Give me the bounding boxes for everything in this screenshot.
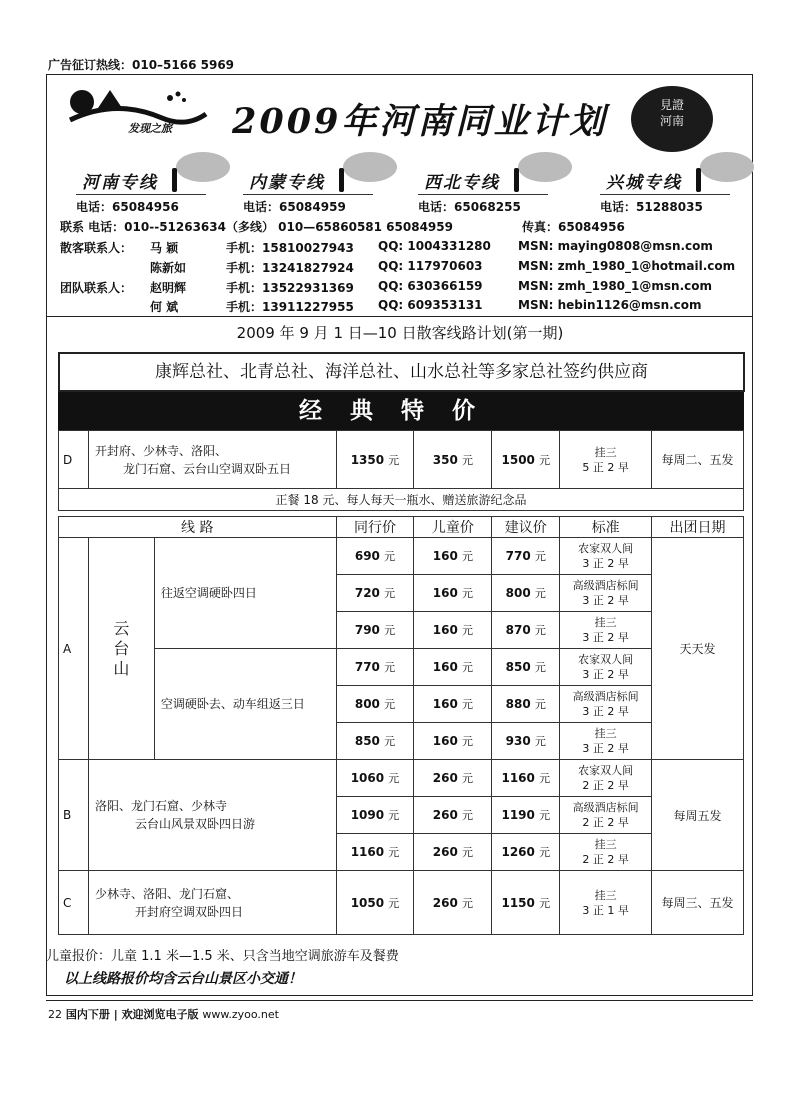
standard-cell <box>560 431 652 489</box>
divider <box>600 194 730 195</box>
line-tab-xibei <box>418 162 588 214</box>
standard-meals: 3 正 2 早 <box>582 557 629 570</box>
price-value: 1500 <box>501 452 535 467</box>
price-value: 160 <box>432 549 458 563</box>
contact-qq: QQ: 630366159 <box>378 279 483 293</box>
line-name: 西北专线 <box>424 173 500 193</box>
price-unit: 元 <box>462 587 473 600</box>
table-row <box>59 649 744 686</box>
price-unit: 元 <box>539 846 551 859</box>
route-code: D <box>59 431 89 489</box>
header-child: 儿童价 <box>414 517 492 538</box>
price-unit: 元 <box>462 772 473 785</box>
cloud-icon <box>518 152 572 182</box>
contact-qq: QQ: 117970603 <box>378 259 483 273</box>
price-value: 1060 <box>350 771 385 785</box>
line-tel: 电话：65068255 <box>418 200 521 214</box>
price-unit: 元 <box>462 453 474 467</box>
peer-price <box>336 760 414 797</box>
standard-cell <box>560 834 652 871</box>
price-value: 1090 <box>350 808 385 822</box>
price-value: 770 <box>505 549 531 563</box>
price-value: 260 <box>432 845 458 859</box>
line-tel: 电话：65084956 <box>76 200 179 214</box>
price-value: 690 <box>354 549 380 563</box>
departure-dates: 每周三、五发 <box>652 871 744 935</box>
standard-type: 农家双人间 <box>578 653 634 666</box>
standard-meals: 3 正 2 早 <box>582 631 629 644</box>
retail-price <box>492 538 560 575</box>
price-unit: 元 <box>534 624 546 637</box>
peer-price <box>336 431 414 489</box>
contact-role: 团队联系人： <box>60 281 133 295</box>
footer-separator: | <box>113 1008 118 1021</box>
table-row <box>59 431 744 489</box>
contact-mobile: 手机：13522931369 <box>226 281 354 295</box>
price-unit: 元 <box>384 550 396 563</box>
standard-type: 高级酒店标间 <box>572 801 639 814</box>
table-header-row <box>59 517 744 538</box>
divider <box>76 194 206 195</box>
divider <box>46 316 753 317</box>
header-route: 线 路 <box>59 517 337 538</box>
footer-slogan: 欢迎浏览电子版 <box>121 1008 199 1021</box>
special-note: 正餐 18 元、每人每天一瓶水、赠送旅游纪念品 <box>59 489 744 511</box>
departure-dates: 每周五发 <box>652 760 744 871</box>
child-price <box>414 649 492 686</box>
plan-subtitle: 2009 年 9 月 1 日—10 日散客线路计划(第一期) <box>236 324 564 342</box>
contact-phone: 联系 电话：010--51263634（多线） 010—65860581 65084959 <box>60 220 453 234</box>
peer-price <box>336 797 414 834</box>
line-name: 内蒙专线 <box>249 173 325 193</box>
price-value: 160 <box>432 697 458 711</box>
price-value: 720 <box>354 586 380 600</box>
retail-price <box>492 723 560 760</box>
child-price <box>414 686 492 723</box>
peer-price <box>336 723 414 760</box>
standard-meals: 3 正 2 早 <box>582 705 629 718</box>
table-row <box>59 760 744 797</box>
traveler-icon <box>172 168 177 192</box>
price-value: 260 <box>432 808 458 822</box>
supplier-banner <box>58 352 745 392</box>
price-unit: 元 <box>534 587 546 600</box>
price-value: 160 <box>432 660 458 674</box>
peer-price <box>336 538 414 575</box>
peer-price <box>336 575 414 612</box>
cloud-icon <box>343 152 397 182</box>
child-price <box>414 760 492 797</box>
child-price <box>414 538 492 575</box>
standard-type: 高级酒店标间 <box>572 579 639 592</box>
price-unit: 元 <box>462 550 473 563</box>
price-value: 790 <box>354 623 380 637</box>
route-code: B <box>59 760 89 871</box>
route-line-1: 少林寺、洛阳、龙门石窟、 <box>94 886 239 901</box>
price-unit: 元 <box>384 624 396 637</box>
special-table <box>58 430 744 511</box>
child-price <box>414 431 492 489</box>
line-tel: 电话：51288035 <box>600 200 703 214</box>
footer-url: www.zyoo.net <box>202 1008 279 1021</box>
price-unit: 元 <box>462 661 473 674</box>
price-value: 850 <box>354 734 380 748</box>
seal-line-2: 河南 <box>659 114 684 128</box>
standard-type: 农家双人间 <box>578 542 634 555</box>
price-value: 850 <box>505 660 531 674</box>
contact-role: 散客联系人： <box>60 241 133 255</box>
header-retail: 建议价 <box>492 517 560 538</box>
standard-cell <box>560 649 652 686</box>
price-value: 870 <box>505 623 531 637</box>
standard-meals: 3 正 1 早 <box>582 903 629 917</box>
route-table <box>58 516 744 935</box>
price-unit: 元 <box>388 896 400 910</box>
contact-name: 何 斌 <box>150 300 179 314</box>
price-value: 160 <box>432 623 458 637</box>
price-unit: 元 <box>384 661 396 674</box>
retail-price <box>492 649 560 686</box>
standard-meals: 3 正 2 早 <box>582 742 629 755</box>
price-unit: 元 <box>388 772 400 785</box>
price-unit: 元 <box>388 846 400 859</box>
cloud-icon <box>176 152 230 182</box>
cloud-icon <box>700 152 754 182</box>
place-char: 台 <box>113 638 130 658</box>
retail-price <box>492 612 560 649</box>
standard-type: 挂三 <box>594 445 617 459</box>
price-unit: 元 <box>534 661 546 674</box>
line-name: 兴城专线 <box>606 173 682 193</box>
price-value: 1050 <box>350 895 385 910</box>
contact-msn: MSN: hebin1126@msn.com <box>518 298 702 312</box>
standard-cell <box>560 723 652 760</box>
price-unit: 元 <box>384 587 396 600</box>
price-value: 260 <box>432 895 458 910</box>
route-code: C <box>59 871 89 935</box>
contact-msn: MSN: maying0808@msn.com <box>518 239 713 253</box>
standard-type: 挂三 <box>594 838 617 851</box>
retail-price <box>492 686 560 723</box>
children-price-note: 儿童报价：儿童 1.1 米—1.5 米、只含当地空调旅游车及餐费 <box>46 949 399 964</box>
standard-cell <box>560 538 652 575</box>
contact-qq: QQ: 609353131 <box>378 298 483 312</box>
page-title: 2009年河南同业计划 <box>232 101 608 142</box>
price-value: 260 <box>432 771 458 785</box>
line-tab-neimeng <box>243 162 413 214</box>
price-unit: 元 <box>539 453 551 467</box>
retail-price <box>492 431 560 489</box>
price-unit: 元 <box>539 809 551 822</box>
child-price <box>414 575 492 612</box>
route-cell <box>88 760 336 871</box>
contact-msn: MSN: zmh_1980_1@hotmail.com <box>518 259 736 273</box>
retail-price <box>492 760 560 797</box>
contact-name: 陈新如 <box>150 261 187 275</box>
price-value: 160 <box>432 586 458 600</box>
standard-cell <box>560 760 652 797</box>
table-row <box>59 538 744 575</box>
price-unit: 元 <box>462 698 473 711</box>
price-value: 350 <box>432 452 458 467</box>
line-tab-henan <box>76 162 246 214</box>
route-cell <box>88 431 336 489</box>
standard-meals: 2 正 2 早 <box>582 853 629 866</box>
traveler-icon <box>696 168 701 192</box>
table-row <box>59 871 744 935</box>
child-price <box>414 723 492 760</box>
standard-meals: 3 正 2 早 <box>582 668 629 681</box>
price-unit: 元 <box>384 698 396 711</box>
special-price-bar: 经典特价 <box>58 392 744 430</box>
departure-dates: 每周二、五发 <box>652 431 744 489</box>
route-line-2: 开封府空调双卧四日 <box>134 904 243 919</box>
supplier-text: 康辉总社、北青总社、海洋总社、山水总社等多家总社签约供应商 <box>155 362 648 382</box>
place-char: 山 <box>113 658 130 678</box>
price-value: 1260 <box>501 845 535 859</box>
header-standard: 标准 <box>560 517 652 538</box>
departure-dates: 天天发 <box>652 538 744 760</box>
standard-meals: 2 正 2 早 <box>582 816 629 829</box>
contact-msn: MSN: zmh_1980_1@msn.com <box>518 279 712 293</box>
standard-cell <box>560 797 652 834</box>
divider <box>243 194 373 195</box>
price-unit: 元 <box>534 735 546 748</box>
header-dates: 出团日期 <box>652 517 744 538</box>
standard-cell <box>560 575 652 612</box>
line-tel: 电话：65084959 <box>243 200 346 214</box>
peer-price <box>336 834 414 871</box>
route-line-2: 云台山风景双卧四日游 <box>134 817 255 831</box>
standard-type: 挂三 <box>594 727 617 740</box>
route-cell: 往返空调硬卧四日 <box>154 538 336 649</box>
page-footer <box>48 1006 279 1022</box>
price-unit: 元 <box>462 735 473 748</box>
price-unit: 元 <box>539 896 551 910</box>
place-cell <box>88 538 154 760</box>
line-tab-xingcheng <box>600 162 770 214</box>
route-line-1: 开封府、少林寺、洛阳、 <box>94 443 227 458</box>
child-price <box>414 871 492 935</box>
line-name: 河南专线 <box>82 173 158 193</box>
standard-cell <box>560 612 652 649</box>
seal-line-1: 見證 <box>659 98 684 112</box>
price-value: 1160 <box>501 771 535 785</box>
child-price <box>414 612 492 649</box>
contact-name: 赵明辉 <box>150 281 187 295</box>
logo-text: 发现之旅 <box>128 122 172 135</box>
seal-stamp <box>631 86 713 152</box>
price-unit: 元 <box>462 624 473 637</box>
peer-price <box>336 649 414 686</box>
ad-hotline: 广告征订热线：010–5166 5969 <box>48 58 235 72</box>
standard-type: 挂三 <box>594 616 617 629</box>
price-value: 1190 <box>501 808 535 822</box>
standard-meals: 5 正 2 早 <box>582 460 629 474</box>
retail-price <box>492 575 560 612</box>
child-price <box>414 797 492 834</box>
price-unit: 元 <box>462 809 473 822</box>
child-price <box>414 834 492 871</box>
price-value: 160 <box>432 734 458 748</box>
price-unit: 元 <box>539 772 551 785</box>
place-char: 云 <box>113 618 130 638</box>
contact-name: 马 颖 <box>150 241 179 255</box>
retail-price <box>492 871 560 935</box>
route-cell <box>88 871 336 935</box>
contact-qq: QQ: 1004331280 <box>378 239 491 253</box>
page-number: 22 <box>48 1008 62 1021</box>
price-unit: 元 <box>388 453 400 467</box>
price-unit: 元 <box>384 735 396 748</box>
standard-type: 农家双人间 <box>578 764 634 777</box>
header-peer: 同行价 <box>336 517 414 538</box>
table-row <box>59 489 744 511</box>
route-cell: 空调硬卧去、动车组返三日 <box>154 649 336 760</box>
contact-mobile: 手机：13241827924 <box>226 261 354 275</box>
section-name: 国内下册 <box>65 1008 110 1021</box>
price-value: 800 <box>505 586 531 600</box>
price-value: 770 <box>354 660 380 674</box>
route-code: A <box>59 538 89 760</box>
price-value: 1150 <box>501 895 535 910</box>
standard-meals: 3 正 2 早 <box>582 594 629 607</box>
route-line-1: 洛阳、龙门石窟、少林寺 <box>94 799 227 813</box>
price-value: 880 <box>505 697 531 711</box>
price-value: 1350 <box>350 452 385 467</box>
peer-price <box>336 612 414 649</box>
price-value: 800 <box>354 697 380 711</box>
contact-mobile: 手机：13911227955 <box>226 300 354 314</box>
retail-price <box>492 797 560 834</box>
peer-price <box>336 686 414 723</box>
retail-price <box>492 834 560 871</box>
standard-cell <box>560 686 652 723</box>
traveler-icon <box>514 168 519 192</box>
peer-price <box>336 871 414 935</box>
divider <box>418 194 548 195</box>
standard-cell <box>560 871 652 935</box>
price-unit: 元 <box>388 809 400 822</box>
price-value: 1160 <box>350 845 385 859</box>
divider <box>46 1000 753 1001</box>
contact-mobile: 手机：15810027943 <box>226 241 354 255</box>
standard-type: 高级酒店标间 <box>572 690 639 703</box>
traveler-icon <box>339 168 344 192</box>
price-unit: 元 <box>534 698 546 711</box>
price-unit: 元 <box>462 896 473 910</box>
price-unit: 元 <box>534 550 546 563</box>
price-unit: 元 <box>462 846 473 859</box>
route-line-2: 龙门石窟、云台山空调双卧五日 <box>122 461 291 476</box>
transport-note: 以上线路报价均含云台山景区小交通！ <box>64 971 302 987</box>
price-value: 930 <box>505 734 531 748</box>
standard-type: 挂三 <box>594 888 617 902</box>
standard-meals: 2 正 2 早 <box>582 779 629 792</box>
contact-fax: 传真：65084956 <box>522 220 625 234</box>
